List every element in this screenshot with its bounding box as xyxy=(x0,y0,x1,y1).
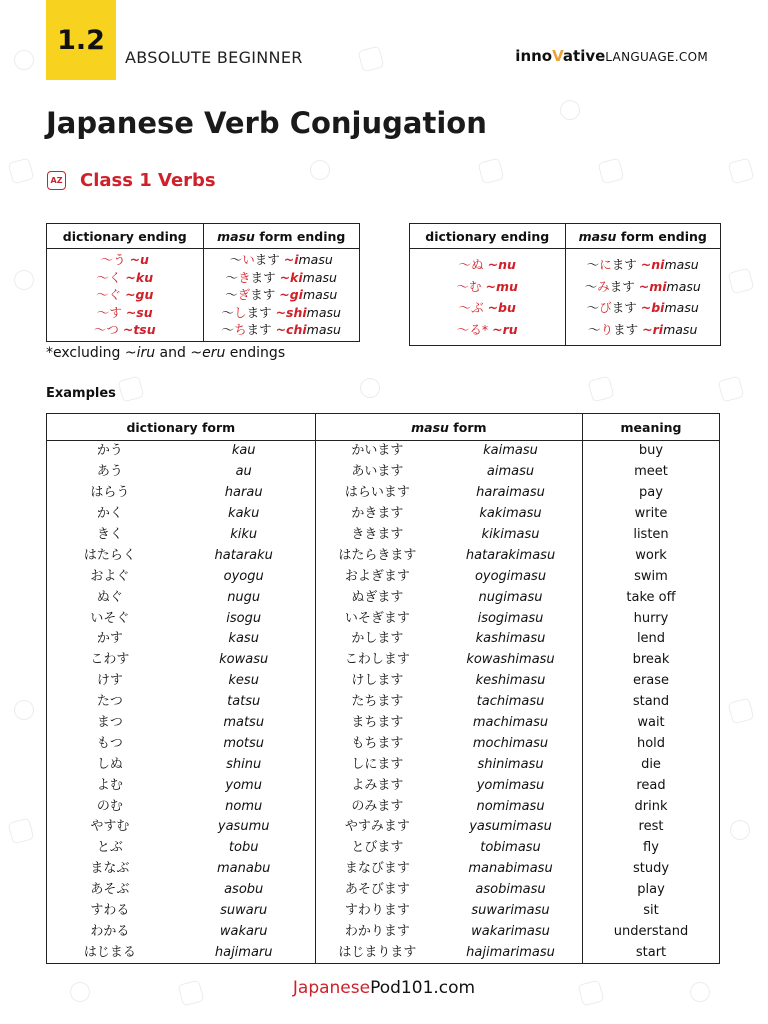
column-header-dictionary-form xyxy=(47,414,316,441)
dictionary-ending-item xyxy=(47,321,203,339)
masu-romaji-cell: tobimasu xyxy=(439,838,582,859)
masu-ending-kana-suffix: ます xyxy=(611,257,637,272)
masu-ending-item xyxy=(204,286,360,304)
masu-ending-kana-suffix: ます xyxy=(254,252,280,267)
background-pattern-icon xyxy=(718,376,745,403)
masu-romaji-cell: haraimasu xyxy=(439,483,582,504)
meaning-cell: erase xyxy=(583,671,720,692)
table-row xyxy=(47,587,720,608)
masu-romaji-cell: machimasu xyxy=(439,713,582,734)
meaning-cell: break xyxy=(583,650,720,671)
meaning-cell: fly xyxy=(583,838,720,859)
dictionary-endings-cell xyxy=(410,249,566,346)
masu-kana-cell: すわります xyxy=(344,903,410,919)
masu-ending-romaji-suffix: masu xyxy=(663,321,698,337)
meaning-cell: understand xyxy=(583,921,720,942)
meaning-cell: meet xyxy=(583,462,720,483)
dictionary-ending-romaji: ~su xyxy=(125,304,153,320)
dictionary-romaji-cell: yomu xyxy=(173,775,315,796)
dictionary-romaji-cell: asobu xyxy=(173,880,315,901)
table-row xyxy=(47,504,720,525)
dictionary-ending-kana: ～ぬ xyxy=(458,257,484,272)
footer-brand-black: Pod101.com xyxy=(370,978,476,998)
masu-ending-kana-stem: び xyxy=(599,300,612,315)
masu-romaji-cell: hatarakimasu xyxy=(439,545,582,566)
masu-romaji-cell: asobimasu xyxy=(439,880,582,901)
dictionary-kana-cell: けす xyxy=(47,671,173,692)
dictionary-kana-cell: わかる xyxy=(47,921,173,942)
dictionary-kana-cell: こわす xyxy=(47,650,173,671)
level-label: ABSOLUTE BEGINNER xyxy=(125,48,303,67)
dictionary-ending-kana: ～す xyxy=(96,304,122,320)
meaning-cell: play xyxy=(583,880,720,901)
meaning-cell: write xyxy=(583,504,720,525)
masu-romaji-cell: kaimasu xyxy=(439,441,582,462)
masu-ending-romaji-stem: ~mi xyxy=(638,278,667,294)
dictionary-kana-cell: ぬぐ xyxy=(47,587,173,608)
masu-kana-cell: よみます xyxy=(351,777,404,793)
background-pattern-icon xyxy=(478,158,505,185)
examples-body xyxy=(47,441,720,964)
dictionary-kana-cell: たつ xyxy=(47,692,173,713)
background-pattern-icon xyxy=(730,820,750,840)
masu-romaji-cell: yasumimasu xyxy=(439,817,582,838)
table-row xyxy=(47,545,720,566)
meaning-cell: read xyxy=(583,775,720,796)
dictionary-romaji-cell: manabu xyxy=(173,859,315,880)
dictionary-kana-cell: やすむ xyxy=(47,817,173,838)
table-row xyxy=(47,566,720,587)
background-pattern-icon xyxy=(358,46,385,73)
page-title: Japanese Verb Conjugation xyxy=(46,106,487,140)
masu-endings-cell xyxy=(565,249,721,346)
dictionary-ending-item xyxy=(47,251,203,269)
background-pattern-icon xyxy=(8,818,35,845)
dictionary-romaji-cell: kau xyxy=(173,441,315,462)
brand-logo xyxy=(515,47,708,65)
masu-kana-cell: はらいます xyxy=(344,485,410,501)
table-row xyxy=(47,483,720,504)
masu-ending-romaji-suffix: masu xyxy=(302,287,338,302)
dictionary-romaji-cell: yasumu xyxy=(173,817,315,838)
header-text: dictionary ending xyxy=(425,228,550,244)
meaning-cell: work xyxy=(583,545,720,566)
dictionary-romaji-cell: tobu xyxy=(173,838,315,859)
masu-kana-cell: ききます xyxy=(351,527,404,542)
dictionary-romaji-cell: nomu xyxy=(173,796,315,817)
dictionary-ending-item xyxy=(410,254,565,276)
dictionary-kana-cell: のむ xyxy=(47,796,173,817)
dictionary-ending-kana: ～く xyxy=(96,269,122,285)
brand-suffix: LANGUAGE.COM xyxy=(605,50,708,64)
footer-brand xyxy=(0,978,768,998)
masu-romaji-cell: nugimasu xyxy=(439,587,582,608)
masu-kana-cell: はたらきます xyxy=(338,547,417,563)
dictionary-ending-item xyxy=(47,304,203,322)
dictionary-ending-kana: ～つ xyxy=(93,322,119,337)
table-row xyxy=(47,671,720,692)
dictionary-romaji-cell: tatsu xyxy=(173,692,315,713)
masu-ending-romaji-stem: ~i xyxy=(283,252,299,267)
masu-kana-cell: まなびます xyxy=(344,861,410,877)
background-pattern-icon xyxy=(8,158,35,185)
masu-ending-kana-stem: い xyxy=(242,252,255,267)
dictionary-romaji-cell: suwaru xyxy=(173,901,315,922)
masu-ending-kana-prefix: ～ xyxy=(221,322,235,337)
meaning-cell: study xyxy=(583,859,720,880)
masu-ending-romaji-suffix: masu xyxy=(306,304,341,320)
background-pattern-icon xyxy=(588,376,615,403)
masu-ending-item xyxy=(566,254,721,276)
dictionary-kana-cell: きく xyxy=(47,525,173,546)
meaning-cell: pay xyxy=(583,483,720,504)
column-header-masu-ending xyxy=(565,224,721,249)
examples-label: Examples xyxy=(46,386,116,401)
masu-ending-kana-stem: み xyxy=(597,278,610,294)
dictionary-endings-cell xyxy=(47,249,204,342)
footnote xyxy=(46,345,285,361)
meaning-cell: buy xyxy=(583,441,720,462)
dictionary-kana-cell: しぬ xyxy=(47,754,173,775)
background-pattern-icon xyxy=(14,270,34,290)
endings-table-left xyxy=(46,223,360,342)
masu-kana-cell: わかります xyxy=(344,923,410,939)
dictionary-ending-item xyxy=(410,276,565,298)
masu-ending-romaji-stem: ~ni xyxy=(640,257,665,272)
brand-mid: ative xyxy=(562,47,606,65)
dictionary-ending-romaji: ~tsu xyxy=(122,322,156,337)
dictionary-ending-romaji: ~bu xyxy=(487,300,516,315)
dictionary-romaji-cell: kaku xyxy=(173,504,315,525)
dictionary-ending-romaji: ~ku xyxy=(125,269,154,285)
dictionary-kana-cell: まつ xyxy=(47,713,173,734)
masu-kana-cell: いそぎます xyxy=(344,610,410,626)
masu-ending-kana-prefix: ～ xyxy=(225,269,239,285)
table-row xyxy=(47,713,720,734)
masu-ending-kana-prefix: ～ xyxy=(229,252,243,267)
dictionary-kana-cell: とぶ xyxy=(47,838,173,859)
ending-row-group xyxy=(47,249,360,342)
masu-romaji-cell: kikimasu xyxy=(439,525,582,546)
lesson-number: 1.2 xyxy=(57,24,105,56)
masu-kana-cell: けします xyxy=(351,673,404,689)
masu-kana-cell: とびます xyxy=(351,840,404,856)
table-row xyxy=(47,880,720,901)
masu-ending-kana-prefix: ～ xyxy=(584,278,598,294)
masu-ending-kana-suffix: ます xyxy=(246,322,272,337)
masu-romaji-cell: oyogimasu xyxy=(439,566,582,587)
table-row xyxy=(47,901,720,922)
meaning-cell: stand xyxy=(583,692,720,713)
masu-ending-item xyxy=(566,276,721,298)
dictionary-romaji-cell: harau xyxy=(173,483,315,504)
footnote-iru: ~iru xyxy=(124,345,156,361)
masu-kana-cell: たちます xyxy=(351,694,404,710)
dictionary-kana-cell: すわる xyxy=(47,901,173,922)
masu-romaji-cell: aimasu xyxy=(439,462,582,483)
masu-romaji-cell: kashimasu xyxy=(439,629,582,650)
meaning-cell: take off xyxy=(583,587,720,608)
masu-kana-cell: かきます xyxy=(351,506,404,522)
table-row xyxy=(47,629,720,650)
masu-ending-kana-prefix: ～ xyxy=(225,287,238,302)
masu-ending-kana-prefix: ～ xyxy=(221,304,235,320)
masu-romaji-cell: tachimasu xyxy=(439,692,582,713)
masu-kana-cell: はじまります xyxy=(315,942,439,963)
dictionary-romaji-cell: shinu xyxy=(173,754,315,775)
dictionary-ending-romaji: ~gu xyxy=(125,287,154,302)
masu-kana-cell: やすみます xyxy=(344,819,410,835)
table-row xyxy=(47,441,720,462)
masu-kana-cell: のみます xyxy=(351,798,404,814)
background-pattern-icon xyxy=(560,100,580,120)
masu-kana-cell: およぎます xyxy=(344,568,410,584)
table-row xyxy=(47,525,720,546)
masu-romaji-cell: manabimasu xyxy=(439,859,582,880)
table-row xyxy=(47,838,720,859)
brand-v: V xyxy=(552,47,563,65)
table-row xyxy=(47,775,720,796)
dictionary-romaji-cell: oyogu xyxy=(173,566,315,587)
dictionary-ending-kana: ～る* xyxy=(456,321,489,337)
header-masu-italic: masu xyxy=(411,419,449,435)
masu-ending-kana-stem: り xyxy=(600,321,614,337)
dictionary-ending-kana: ～ぐ xyxy=(96,287,122,302)
dictionary-ending-item xyxy=(410,319,565,341)
dictionary-ending-romaji: ~mu xyxy=(485,278,518,294)
header-masu-italic: masu xyxy=(217,228,255,244)
background-pattern-icon xyxy=(14,50,34,70)
masu-ending-item xyxy=(204,251,360,269)
masu-kana-cell: しにます xyxy=(351,756,404,772)
meaning-cell: listen xyxy=(583,525,720,546)
dictionary-kana-cell: まなぶ xyxy=(47,859,173,880)
dictionary-romaji-cell: kiku xyxy=(173,525,315,546)
table-row xyxy=(47,608,720,629)
footer-brand-red: Japanese xyxy=(292,978,371,998)
meaning-cell: swim xyxy=(583,566,720,587)
masu-ending-item xyxy=(566,297,721,319)
dictionary-romaji-cell: motsu xyxy=(173,733,315,754)
masu-kana-cell: もちます xyxy=(351,735,404,751)
masu-ending-kana-stem: ぎ xyxy=(237,287,251,302)
ending-row-group xyxy=(410,249,721,346)
dictionary-kana-cell: はらう xyxy=(47,483,173,504)
dictionary-kana-cell: はじまる xyxy=(47,942,173,963)
meaning-cell: lend xyxy=(583,629,720,650)
masu-ending-item xyxy=(204,269,360,287)
dictionary-kana-cell: かう xyxy=(47,441,173,462)
dictionary-ending-kana: ～ぶ xyxy=(458,300,484,315)
table-row xyxy=(47,796,720,817)
header-masu-rest: form xyxy=(448,419,487,435)
masu-kana-cell: あそびます xyxy=(344,882,410,898)
masu-romaji-cell: hajimarimasu xyxy=(439,942,582,963)
table-row xyxy=(47,942,720,963)
masu-ending-kana-suffix: ます xyxy=(250,269,276,285)
masu-kana-cell: こわします xyxy=(344,652,410,668)
dictionary-kana-cell: いそぐ xyxy=(47,608,173,629)
footnote-post: endings xyxy=(225,345,286,361)
dictionary-ending-item xyxy=(47,269,203,287)
masu-ending-romaji-suffix: masu xyxy=(664,300,699,315)
background-pattern-icon xyxy=(14,700,34,720)
dictionary-romaji-cell: hajimaru xyxy=(173,942,315,963)
masu-ending-kana-suffix: ます xyxy=(613,321,639,337)
table-row xyxy=(47,692,720,713)
dictionary-ending-romaji: ~u xyxy=(129,252,149,267)
section-title: Class 1 Verbs xyxy=(80,170,216,191)
dictionary-romaji-cell: hataraku xyxy=(173,545,315,566)
masu-ending-kana-stem: に xyxy=(599,257,612,272)
dictionary-romaji-cell: matsu xyxy=(173,713,315,734)
masu-ending-kana-prefix: ～ xyxy=(586,257,600,272)
masu-ending-romaji-suffix: masu xyxy=(298,252,333,267)
masu-ending-romaji-suffix: masu xyxy=(302,269,337,285)
header-masu-italic: masu xyxy=(578,228,617,244)
dictionary-romaji-cell: nugu xyxy=(173,587,315,608)
masu-romaji-cell: mochimasu xyxy=(439,733,582,754)
masu-ending-kana-prefix: ～ xyxy=(586,300,600,315)
background-pattern-icon xyxy=(360,378,380,398)
header-text: meaning xyxy=(620,419,682,435)
masu-ending-kana-suffix: ます xyxy=(250,287,276,302)
dictionary-az-icon xyxy=(47,171,66,190)
dictionary-ending-romaji: ~ru xyxy=(492,321,518,337)
masu-ending-romaji-stem: ~ki xyxy=(279,269,303,285)
dictionary-ending-romaji: ~nu xyxy=(487,257,516,272)
masu-ending-kana-stem: き xyxy=(238,269,251,285)
meaning-cell: die xyxy=(583,754,720,775)
meaning-cell: sit xyxy=(583,901,720,922)
masu-kana-cell: まちます xyxy=(351,715,404,731)
dictionary-kana-cell: かす xyxy=(47,629,173,650)
endings-table-right xyxy=(409,223,721,346)
masu-endings-cell xyxy=(203,249,360,342)
column-header-dictionary-ending xyxy=(47,224,204,249)
dictionary-romaji-cell: wakaru xyxy=(173,921,315,942)
dictionary-romaji-cell: kowasu xyxy=(173,650,315,671)
masu-ending-kana-prefix: ～ xyxy=(588,321,601,337)
table-row xyxy=(47,754,720,775)
dictionary-kana-cell: あそぶ xyxy=(47,880,173,901)
masu-ending-romaji-suffix: masu xyxy=(666,278,701,294)
column-header-meaning xyxy=(583,414,720,441)
header-text: dictionary form xyxy=(126,419,236,435)
masu-romaji-cell: kakimasu xyxy=(439,504,582,525)
masu-ending-romaji-suffix: masu xyxy=(306,322,341,337)
masu-kana-cell: ぬぎます xyxy=(351,589,404,605)
dictionary-kana-cell: もつ xyxy=(47,733,173,754)
examples-table xyxy=(46,413,720,964)
dictionary-romaji-cell: kasu xyxy=(173,629,315,650)
header-text: dictionary ending xyxy=(62,228,187,244)
masu-ending-romaji-stem: ~shi xyxy=(275,304,307,320)
table-row xyxy=(47,650,720,671)
background-pattern-icon xyxy=(728,268,755,295)
footnote-mid: and xyxy=(155,345,191,361)
column-header-dictionary-ending xyxy=(410,224,566,249)
dictionary-kana-cell: よむ xyxy=(47,775,173,796)
background-pattern-icon xyxy=(598,158,625,185)
dictionary-ending-item xyxy=(410,297,565,319)
masu-ending-kana-stem: ち xyxy=(234,322,247,337)
dictionary-ending-kana: ～む xyxy=(456,278,482,294)
dictionary-ending-item xyxy=(47,286,203,304)
dictionary-kana-cell: あう xyxy=(47,462,173,483)
footnote-pre: *excluding xyxy=(46,345,125,361)
masu-romaji-cell: nomimasu xyxy=(439,796,582,817)
dictionary-kana-cell: およぐ xyxy=(47,566,173,587)
masu-romaji-cell: kowashimasu xyxy=(439,650,582,671)
masu-ending-romaji-suffix: masu xyxy=(664,257,699,272)
masu-ending-romaji-stem: ~ri xyxy=(642,321,664,337)
background-pattern-icon xyxy=(728,698,755,725)
masu-kana-cell: かします xyxy=(351,631,404,647)
masu-ending-romaji-stem: ~chi xyxy=(275,322,307,337)
lesson-level-badge xyxy=(46,0,116,80)
masu-ending-item xyxy=(204,321,360,339)
masu-ending-romaji-stem: ~gi xyxy=(279,287,303,302)
dictionary-romaji-cell: kesu xyxy=(173,671,315,692)
footnote-eru: ~eru xyxy=(190,345,226,361)
table-row xyxy=(47,817,720,838)
background-pattern-icon xyxy=(118,376,145,403)
table-row xyxy=(47,921,720,942)
meaning-cell: hurry xyxy=(583,608,720,629)
meaning-cell: rest xyxy=(583,817,720,838)
brand-prefix: inno xyxy=(515,47,553,65)
background-pattern-icon xyxy=(310,160,330,180)
masu-ending-item xyxy=(566,319,721,341)
masu-romaji-cell: isogimasu xyxy=(439,608,582,629)
dictionary-romaji-cell: au xyxy=(173,462,315,483)
background-pattern-icon xyxy=(728,158,755,185)
column-header-masu-form xyxy=(315,414,582,441)
table-row xyxy=(47,859,720,880)
section-icon-text: AZ xyxy=(50,176,63,185)
table-row xyxy=(47,462,720,483)
masu-ending-item xyxy=(204,304,360,322)
masu-romaji-cell: suwarimasu xyxy=(439,901,582,922)
table-row xyxy=(47,733,720,754)
masu-kana-cell: あいます xyxy=(351,464,404,480)
dictionary-kana-cell: かく xyxy=(47,504,173,525)
masu-ending-kana-suffix: ます xyxy=(609,278,635,294)
meaning-cell: drink xyxy=(583,796,720,817)
masu-romaji-cell: shinimasu xyxy=(439,754,582,775)
masu-ending-kana-suffix: ます xyxy=(246,304,272,320)
masu-romaji-cell: yomimasu xyxy=(439,775,582,796)
masu-kana-cell: かいます xyxy=(351,443,404,459)
masu-ending-kana-stem: し xyxy=(234,304,247,320)
column-header-masu-ending xyxy=(203,224,360,249)
masu-ending-kana-suffix: ます xyxy=(611,300,637,315)
meaning-cell: wait xyxy=(583,713,720,734)
dictionary-ending-kana: ～う xyxy=(100,252,126,267)
masu-ending-romaji-stem: ~bi xyxy=(640,300,665,315)
meaning-cell: hold xyxy=(583,733,720,754)
dictionary-romaji-cell: isogu xyxy=(173,608,315,629)
masu-romaji-cell: keshimasu xyxy=(439,671,582,692)
masu-romaji-cell: wakarimasu xyxy=(439,921,582,942)
dictionary-kana-cell: はたらく xyxy=(47,545,173,566)
header-masu-rest: form ending xyxy=(254,228,346,244)
header-masu-rest: form ending xyxy=(616,228,707,244)
meaning-cell: start xyxy=(583,942,720,963)
